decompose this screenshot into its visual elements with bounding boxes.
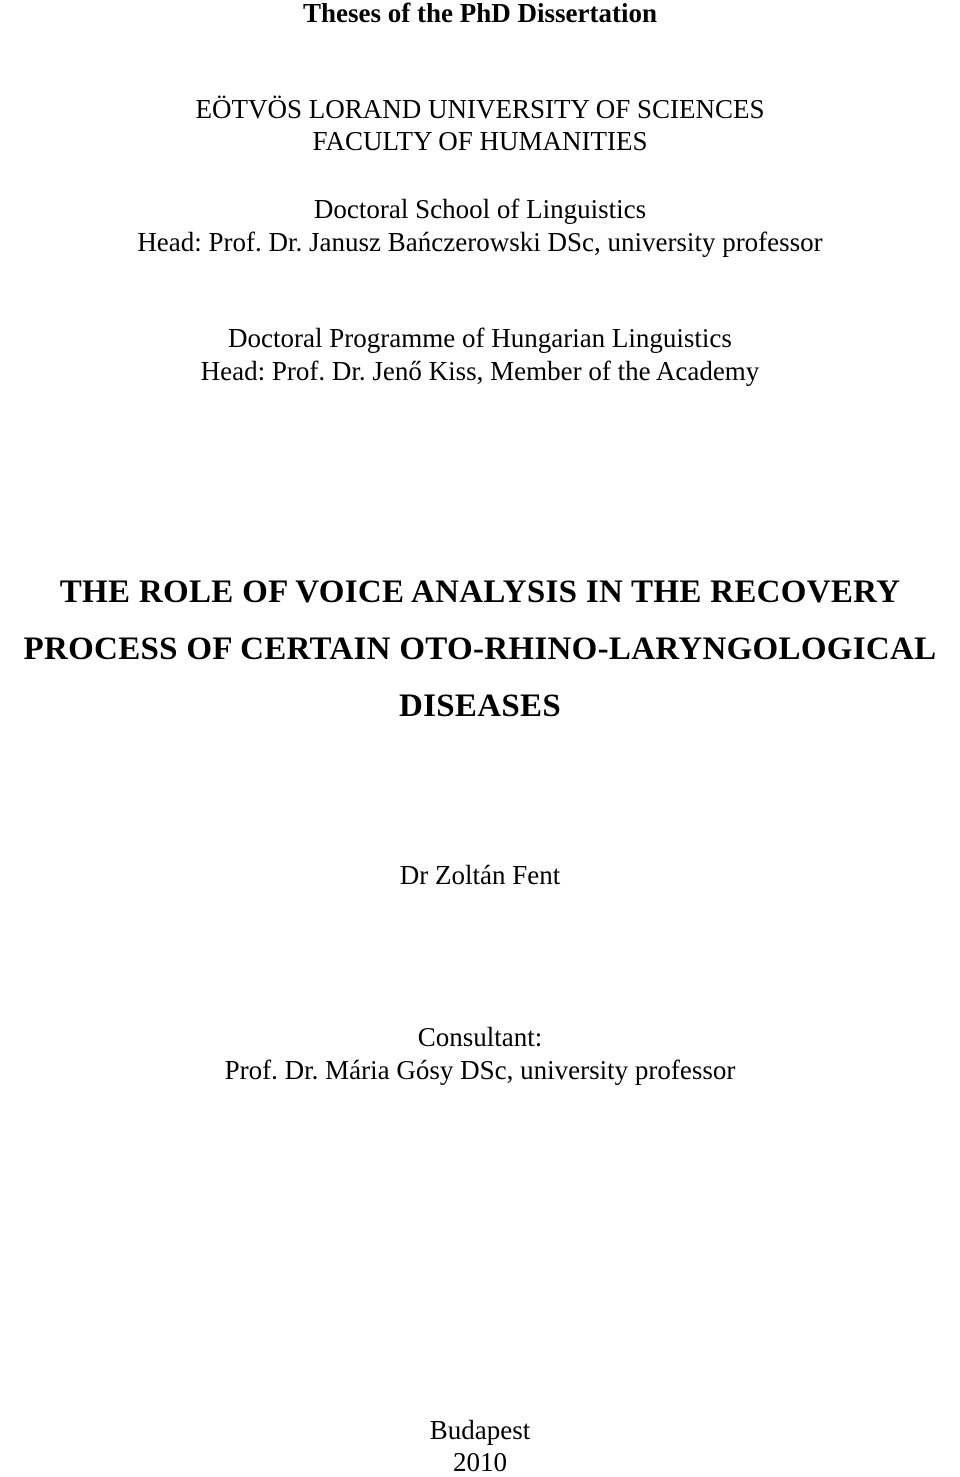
year: 2010 <box>453 1447 507 1477</box>
consultant-name: Prof. Dr. Mária Gósy DSc, university professor <box>224 1055 736 1085</box>
doctoral-programme-head: Head: Prof. Dr. Jenő Kiss, Member of the Academy <box>200 356 760 386</box>
consultant-label: Consultant: <box>417 1022 543 1052</box>
faculty-name: FACULTY OF HUMANITIES <box>312 126 648 156</box>
doctoral-school-name: Doctoral School of Linguistics <box>313 194 647 224</box>
doctoral-school-head: Head: Prof. Dr. Janusz Bańczerowski DSc, university professor <box>137 227 823 257</box>
dissertation-title-line-2: PROCESS OF CERTAIN OTO-RHINO-LARYNGOLOGICAL <box>23 631 937 667</box>
doctoral-programme-name: Doctoral Programme of Hungarian Linguistics <box>228 323 732 353</box>
document-header: Theses of the PhD Dissertation <box>303 0 657 28</box>
university-name: EÖTVÖS LORAND UNIVERSITY OF SCIENCES <box>195 94 765 124</box>
dissertation-title-line-3: DISEASES <box>399 688 561 724</box>
dissertation-title-line-1: THE ROLE OF VOICE ANALYSIS IN THE RECOVERY <box>59 574 901 610</box>
author-name: Dr Zoltán Fent <box>399 860 561 890</box>
place: Budapest <box>429 1415 531 1445</box>
